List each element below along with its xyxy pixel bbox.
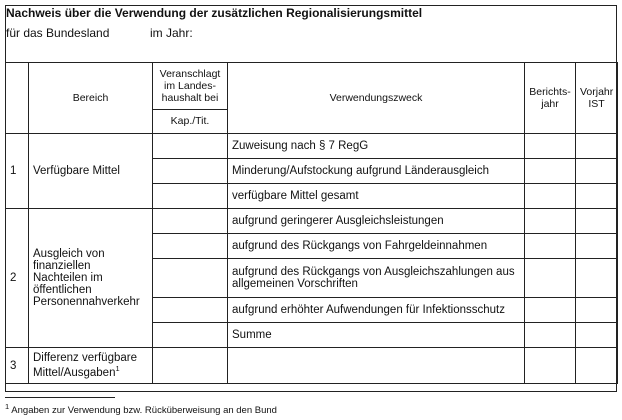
kap-tit-cell[interactable] xyxy=(153,298,228,323)
zweck-row-label: Zuweisung nach § 7 RegG xyxy=(228,134,525,159)
berichtsjahr-cell[interactable] xyxy=(525,348,576,384)
berichtsjahr-cell[interactable] xyxy=(525,323,576,348)
zweck-row-label: aufgrund des Rückgangs von Fahrgeldeinnahmen xyxy=(228,234,525,259)
berichtsjahr-cell[interactable] xyxy=(525,159,576,184)
berichtsjahr-cell[interactable] xyxy=(525,134,576,159)
section-2-number: 2 xyxy=(6,209,29,348)
kap-tit-cell[interactable] xyxy=(153,134,228,159)
kap-tit-cell[interactable] xyxy=(153,234,228,259)
vorjahr-cell[interactable] xyxy=(576,159,618,184)
zweck-row-label: aufgrund geringerer Ausgleichsleistungen xyxy=(228,209,525,234)
section-2-label: Ausgleich von finanziellen Nachteilen im öffentlichen Personennahverkehr xyxy=(29,209,153,348)
vorjahr-cell[interactable] xyxy=(576,234,618,259)
footnote-ref: 1 xyxy=(115,364,120,374)
zweck-row-label: aufgrund des Rückgangs von Ausgleichszahlungen aus allgemeinen Vorschriften xyxy=(228,259,525,298)
zweck-row-label: verfügbare Mittel gesamt xyxy=(228,184,525,209)
header-kap-tit: Kap./Tit. xyxy=(153,110,228,134)
zweck-row-label: Minderung/Aufstockung aufgrund Länderausgleich xyxy=(228,159,525,184)
header-vorjahr-ist: Vorjahr IST xyxy=(576,63,618,134)
section-3-label xyxy=(29,348,153,384)
vorjahr-cell[interactable] xyxy=(576,298,618,323)
vorjahr-cell[interactable] xyxy=(576,259,618,298)
berichtsjahr-cell[interactable] xyxy=(525,184,576,209)
kap-tit-cell[interactable] xyxy=(153,184,228,209)
kap-tit-cell[interactable] xyxy=(153,209,228,234)
kap-tit-cell[interactable] xyxy=(153,348,228,384)
header-bereich: Bereich xyxy=(29,63,153,134)
header-berichtsjahr: Berichts-jahr xyxy=(525,63,576,134)
footnote-text: Angaben zur Verwendung bzw. Rücküberweisung an den Bund xyxy=(11,405,277,417)
header-verwendungszweck: Verwendungszweck xyxy=(228,63,525,134)
zweck-row-label: aufgrund erhöhter Aufwendungen für Infektionsschutz xyxy=(228,298,525,323)
header-num-cell xyxy=(6,63,29,134)
vorjahr-cell[interactable] xyxy=(576,134,618,159)
kap-tit-cell[interactable] xyxy=(153,259,228,298)
vorjahr-cell[interactable] xyxy=(576,323,618,348)
section-3-number: 3 xyxy=(6,348,29,384)
form-title: Nachweis über die Verwendung der zusätzlichen Regionalisierungsmittel xyxy=(6,6,423,20)
section-1-number: 1 xyxy=(6,134,29,209)
verwendung-table xyxy=(5,62,618,384)
vorjahr-cell[interactable] xyxy=(576,209,618,234)
berichtsjahr-cell[interactable] xyxy=(525,298,576,323)
footnote-mark: 1 xyxy=(5,402,10,411)
berichtsjahr-cell[interactable] xyxy=(525,234,576,259)
berichtsjahr-cell[interactable] xyxy=(525,209,576,234)
kap-tit-cell[interactable] xyxy=(153,159,228,184)
summe-row-label: Summe xyxy=(228,323,525,348)
section-1-label: Verfügbare Mittel xyxy=(29,134,153,209)
kap-tit-cell[interactable] xyxy=(153,323,228,348)
bundesland-label: für das Bundesland xyxy=(6,26,110,40)
footnote xyxy=(5,402,277,416)
berichtsjahr-cell[interactable] xyxy=(525,259,576,298)
header-veranschlagt: Veranschlagt im Landes-haushalt bei xyxy=(153,63,228,110)
jahr-label: im Jahr: xyxy=(150,26,193,40)
vorjahr-cell[interactable] xyxy=(576,184,618,209)
footnote-divider xyxy=(5,397,115,398)
zweck-empty-cell xyxy=(228,348,525,384)
section-3-label-text: Differenz verfügbare Mittel/Ausgaben xyxy=(33,352,137,379)
vorjahr-cell[interactable] xyxy=(576,348,618,384)
